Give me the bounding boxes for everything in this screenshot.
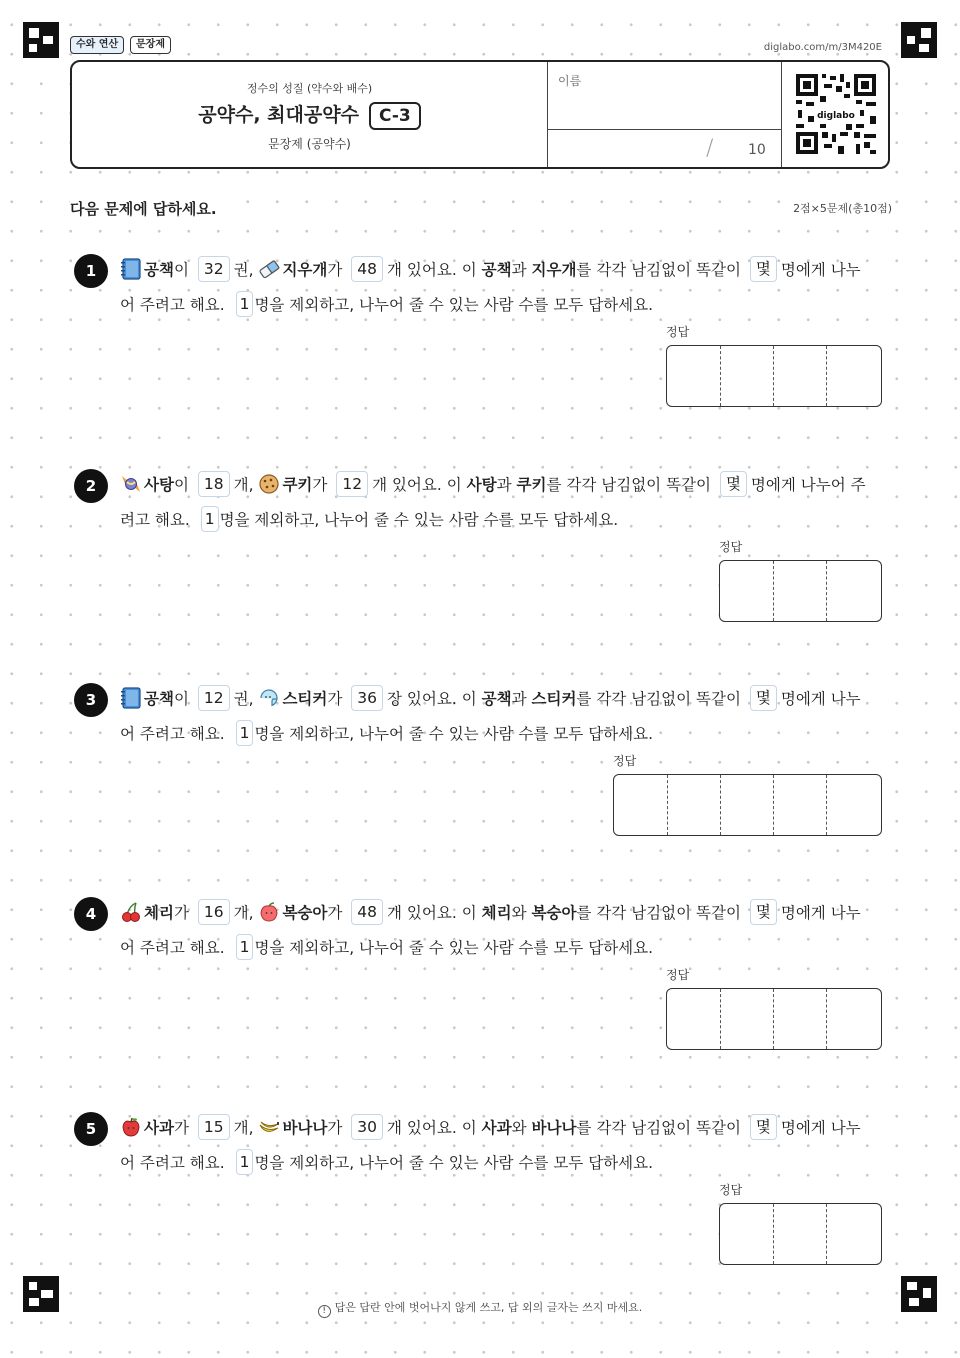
apple-icon — [120, 1116, 142, 1138]
problem-line-2 — [120, 934, 653, 960]
item1-name-repeat: 사과 — [481, 1119, 512, 1137]
item2-unit: 개 있어요. 이 — [387, 904, 477, 922]
item2-count-box: 48 — [351, 256, 383, 282]
line1-end: 명에게 나누 — [780, 1119, 861, 1137]
item2-name-repeat: 지우개 — [531, 261, 577, 279]
header-subtitle: 정수의 성질 (약수와 배수) — [246, 82, 373, 95]
item1-unit: 개, — [233, 1119, 254, 1137]
answer-label: 정답 — [719, 1183, 743, 1197]
item1-count-box: 32 — [198, 256, 230, 282]
line2-end: 명을 제외하고, 나누어 줄 수 있는 사람 수를 모두 답하세요. — [219, 511, 619, 529]
item1-name: 사탕 — [144, 476, 174, 494]
answer-cell-divider — [773, 989, 774, 1049]
item2-particle: 가 — [327, 904, 343, 922]
item1-count-box: 18 — [198, 471, 230, 497]
answer-label: 정답 — [613, 754, 637, 768]
answer-box-5[interactable] — [719, 1203, 882, 1265]
problem-line-1 — [120, 899, 861, 925]
item1-count-box: 16 — [198, 899, 230, 925]
join-particle: 과 — [511, 690, 527, 708]
qr-logo-text: diglabo — [817, 111, 855, 121]
how-many-box: 몇 — [750, 685, 777, 711]
peach-icon — [258, 901, 280, 923]
answer-cell-divider — [720, 775, 721, 835]
item1-unit: 권, — [233, 261, 254, 279]
line2-end: 명을 제외하고, 나누어 줄 수 있는 사람 수를 모두 답하세요. — [254, 939, 654, 957]
how-many-box: 몇 — [750, 256, 777, 282]
answer-box-3[interactable] — [613, 774, 882, 836]
answer-box-4[interactable] — [666, 988, 882, 1050]
header-category: 문장제 (공약수) — [268, 137, 351, 151]
problem-line-2 — [120, 1149, 653, 1175]
item2-particle: 가 — [327, 261, 343, 279]
eraser-icon — [258, 258, 280, 280]
warning-icon: ! — [318, 1305, 331, 1318]
problem-line-1 — [120, 256, 861, 282]
line2-end: 명을 제외하고, 나누어 줄 수 있는 사람 수를 모두 답하세요. — [254, 725, 654, 743]
line1-end: 명에게 나누어 주 — [750, 476, 866, 494]
problem-line-2 — [120, 291, 653, 317]
name-label: 이름 — [558, 74, 582, 88]
how-many-box: 몇 — [750, 1114, 777, 1140]
answer-cell-divider — [826, 346, 827, 406]
tag-number-operations: 수와 연산 — [70, 36, 124, 54]
how-many-box: 몇 — [720, 471, 747, 497]
problem-line-2 — [120, 506, 618, 532]
answer-box-1[interactable] — [666, 345, 882, 407]
item2-particle-2: 를 각각 남김없이 똑같이 — [576, 904, 741, 922]
problem-line-1 — [120, 685, 861, 711]
item2-unit: 개 있어요. 이 — [387, 1119, 477, 1137]
item2-count-box: 30 — [351, 1114, 383, 1140]
item1-particle: 가 — [173, 904, 189, 922]
item2-name-repeat: 쿠키 — [516, 476, 547, 494]
answer-cell-divider — [773, 775, 774, 835]
problem-number: 1 — [74, 254, 108, 288]
item2-particle-2: 를 각각 남김없이 똑같이 — [546, 476, 711, 494]
banana-icon — [258, 1116, 280, 1138]
sticker-icon — [258, 687, 280, 709]
cherry-icon — [120, 901, 142, 923]
problem-line-2 — [120, 720, 653, 746]
line1-end: 명에게 나누 — [780, 261, 861, 279]
one-box: 1 — [236, 1149, 254, 1175]
item1-unit: 개, — [233, 476, 254, 494]
answer-cell-divider — [826, 1204, 827, 1264]
item1-particle: 가 — [173, 1119, 189, 1137]
answer-label: 정답 — [719, 540, 743, 554]
item2-name: 지우개 — [282, 261, 328, 279]
title-text: 공약수, 최대공약수 — [198, 104, 359, 126]
answer-cell-divider — [826, 775, 827, 835]
join-particle: 과 — [496, 476, 512, 494]
item1-count-box: 12 — [198, 685, 230, 711]
score-total: 10 — [748, 142, 766, 158]
line2-end: 명을 제외하고, 나누어 줄 수 있는 사람 수를 모두 답하세요. — [254, 296, 654, 314]
header-title — [72, 100, 547, 130]
item2-unit: 장 있어요. 이 — [387, 690, 477, 708]
line1-end: 명에게 나누 — [780, 904, 861, 922]
item2-particle-2: 를 각각 남김없이 똑같이 — [576, 261, 741, 279]
one-box: 1 — [236, 720, 254, 746]
item1-particle: 이 — [173, 261, 189, 279]
worksheet-url: diglabo.com/m/3M420E — [763, 42, 882, 53]
answer-cell-divider — [826, 989, 827, 1049]
problem-number: 5 — [74, 1112, 108, 1146]
problem-line-1 — [120, 1114, 861, 1140]
line2-start: 어 주려고 해요. — [120, 725, 225, 743]
answer-cell-divider — [720, 989, 721, 1049]
line2-start: 어 주려고 해요. — [120, 296, 225, 314]
item2-count-box: 48 — [351, 899, 383, 925]
qr-code-icon — [794, 72, 878, 156]
answer-cell-divider — [826, 561, 827, 621]
answer-cell-divider — [773, 346, 774, 406]
item1-name: 공책 — [144, 261, 174, 279]
answer-cell-divider — [773, 1204, 774, 1264]
line2-end: 명을 제외하고, 나누어 줄 수 있는 사람 수를 모두 답하세요. — [254, 1154, 654, 1172]
item1-name: 체리 — [144, 904, 174, 922]
join-particle: 와 — [511, 904, 527, 922]
answer-cell-divider — [667, 775, 668, 835]
join-particle: 와 — [511, 1119, 527, 1137]
name-score-area — [547, 62, 782, 167]
item2-name-repeat: 바나나 — [531, 1119, 577, 1137]
answer-label: 정답 — [666, 325, 690, 339]
item2-unit: 개 있어요. 이 — [387, 261, 477, 279]
tag-word-problem: 문장제 — [130, 36, 171, 54]
item1-name-repeat: 공책 — [481, 261, 512, 279]
item1-particle: 이 — [173, 476, 189, 494]
item1-name-repeat: 사탕 — [466, 476, 497, 494]
problem-number: 4 — [74, 897, 108, 931]
name-score-divider — [548, 129, 781, 130]
answer-cell-divider — [773, 561, 774, 621]
item1-name-repeat: 체리 — [481, 904, 512, 922]
item2-name: 바나나 — [282, 1119, 328, 1137]
item1-count-box: 15 — [198, 1114, 230, 1140]
item1-name: 공책 — [144, 690, 174, 708]
item2-name-repeat: 스티커 — [531, 690, 577, 708]
how-many-box: 몇 — [750, 899, 777, 925]
corner-marker-top-left — [23, 22, 59, 58]
item1-unit: 개, — [233, 904, 254, 922]
one-box: 1 — [201, 506, 219, 532]
answer-box-2[interactable] — [719, 560, 882, 622]
answer-label: 정답 — [666, 968, 690, 982]
points-info: 2점×5문제(총10점) — [793, 202, 892, 215]
footer-text: 답은 답란 안에 벗어나지 않게 쓰고, 답 외의 글자는 쓰지 마세요. — [334, 1301, 643, 1314]
item2-particle-2: 를 각각 남김없이 똑같이 — [576, 1119, 741, 1137]
problem-line-1 — [120, 471, 866, 497]
answer-cell-divider — [720, 346, 721, 406]
one-box: 1 — [236, 291, 254, 317]
line2-start: 려고 해요. — [120, 511, 190, 529]
item2-particle-2: 를 각각 남김없이 똑같이 — [576, 690, 741, 708]
item1-unit: 권, — [233, 690, 254, 708]
cookie-icon — [258, 473, 280, 495]
footer-note — [0, 1299, 960, 1318]
item2-unit: 개 있어요. 이 — [372, 476, 462, 494]
notebook-icon — [120, 258, 142, 280]
item2-name: 복숭아 — [282, 904, 328, 922]
one-box: 1 — [236, 934, 254, 960]
item2-particle: 가 — [327, 1119, 343, 1137]
instruction: 다음 문제에 답하세요. — [70, 198, 221, 219]
line2-start: 어 주려고 해요. — [120, 939, 225, 957]
item1-particle: 이 — [173, 690, 189, 708]
join-particle: 과 — [511, 261, 527, 279]
item2-name-repeat: 복숭아 — [531, 904, 577, 922]
item1-name-repeat: 공책 — [481, 690, 512, 708]
item2-name: 쿠키 — [282, 476, 313, 494]
worksheet-code: C-3 — [369, 102, 421, 130]
item2-particle: 가 — [327, 690, 343, 708]
notebook-icon — [120, 687, 142, 709]
line1-end: 명에게 나누 — [780, 690, 861, 708]
corner-marker-top-right — [901, 22, 937, 58]
score-slash: / — [706, 136, 714, 161]
candy-icon — [120, 473, 142, 495]
problem-number: 2 — [74, 469, 108, 503]
item2-count-box: 36 — [351, 685, 383, 711]
item2-name: 스티커 — [282, 690, 328, 708]
worksheet-header — [70, 60, 890, 169]
item2-count-box: 12 — [336, 471, 368, 497]
problem-number: 3 — [74, 683, 108, 717]
item2-particle: 가 — [312, 476, 328, 494]
item1-name: 사과 — [144, 1119, 174, 1137]
header-title-area — [72, 62, 547, 167]
line2-start: 어 주려고 해요. — [120, 1154, 225, 1172]
